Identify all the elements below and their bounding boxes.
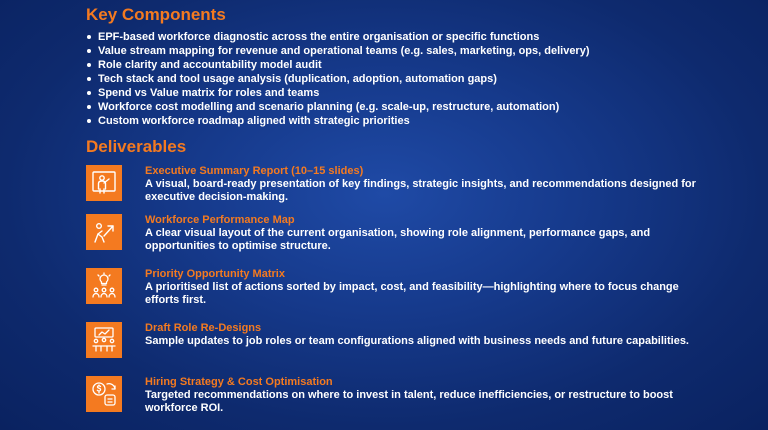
deliverable-role-redesigns xyxy=(86,322,726,366)
deliverable-description: Targeted recommendations on where to invest in talent, reduce inefficiencies, or restructure to boost workforce ROI. xyxy=(145,389,673,414)
list-item: Spend vs Value matrix for roles and teams xyxy=(86,86,746,100)
deliverable-description: A visual, board-ready presentation of key findings, strategic insights, and recommendations designed for executive decision-making. xyxy=(145,178,696,203)
deliverable-description: A prioritised list of actions sorted by impact, cost, and feasibility—highlighting where to focus change efforts first. xyxy=(145,281,679,306)
key-components-heading: Key Components xyxy=(86,5,226,24)
cost-savings-icon xyxy=(86,376,122,412)
deliverable-title: Hiring Strategy & Cost Optimisation xyxy=(145,376,333,388)
deliverable-title: Workforce Performance Map xyxy=(145,214,295,226)
key-components-list xyxy=(86,30,746,128)
deliverable-description: Sample updates to job roles or team configurations aligned with business needs and future capabilities. xyxy=(145,335,689,347)
deliverable-description: A clear visual layout of the current organisation, showing role alignment, performance gaps, and opportunities to optimise structure. xyxy=(145,227,651,252)
deliverable-workforce-map xyxy=(86,214,726,258)
deliverable-title: Executive Summary Report (10–15 slides) xyxy=(145,165,364,177)
list-item: Tech stack and tool usage analysis (duplication, adoption, automation gaps) xyxy=(86,72,746,86)
deliverable-priority-matrix xyxy=(86,268,726,312)
meeting-table-icon xyxy=(86,322,122,358)
deliverable-title: Priority Opportunity Matrix xyxy=(145,268,285,280)
list-item: Workforce cost modelling and scenario planning (e.g. scale-up, restructure, automation) xyxy=(86,100,746,114)
list-item: EPF-based workforce diagnostic across the entire organisation or specific functions xyxy=(86,30,746,44)
growth-arrow-icon xyxy=(86,214,122,250)
list-item: Value stream mapping for revenue and operational teams (e.g. sales, marketing, ops, delivery) xyxy=(86,44,746,58)
deliverables-heading: Deliverables xyxy=(86,137,187,156)
deliverable-hiring-strategy xyxy=(86,376,726,420)
list-item: Role clarity and accountability model audit xyxy=(86,58,746,72)
list-item: Custom workforce roadmap aligned with strategic priorities xyxy=(86,114,746,128)
presentation-icon xyxy=(86,165,122,201)
deliverable-executive-summary xyxy=(86,165,726,209)
deliverable-title: Draft Role Re-Designs xyxy=(145,322,262,334)
team-idea-icon xyxy=(86,268,122,304)
